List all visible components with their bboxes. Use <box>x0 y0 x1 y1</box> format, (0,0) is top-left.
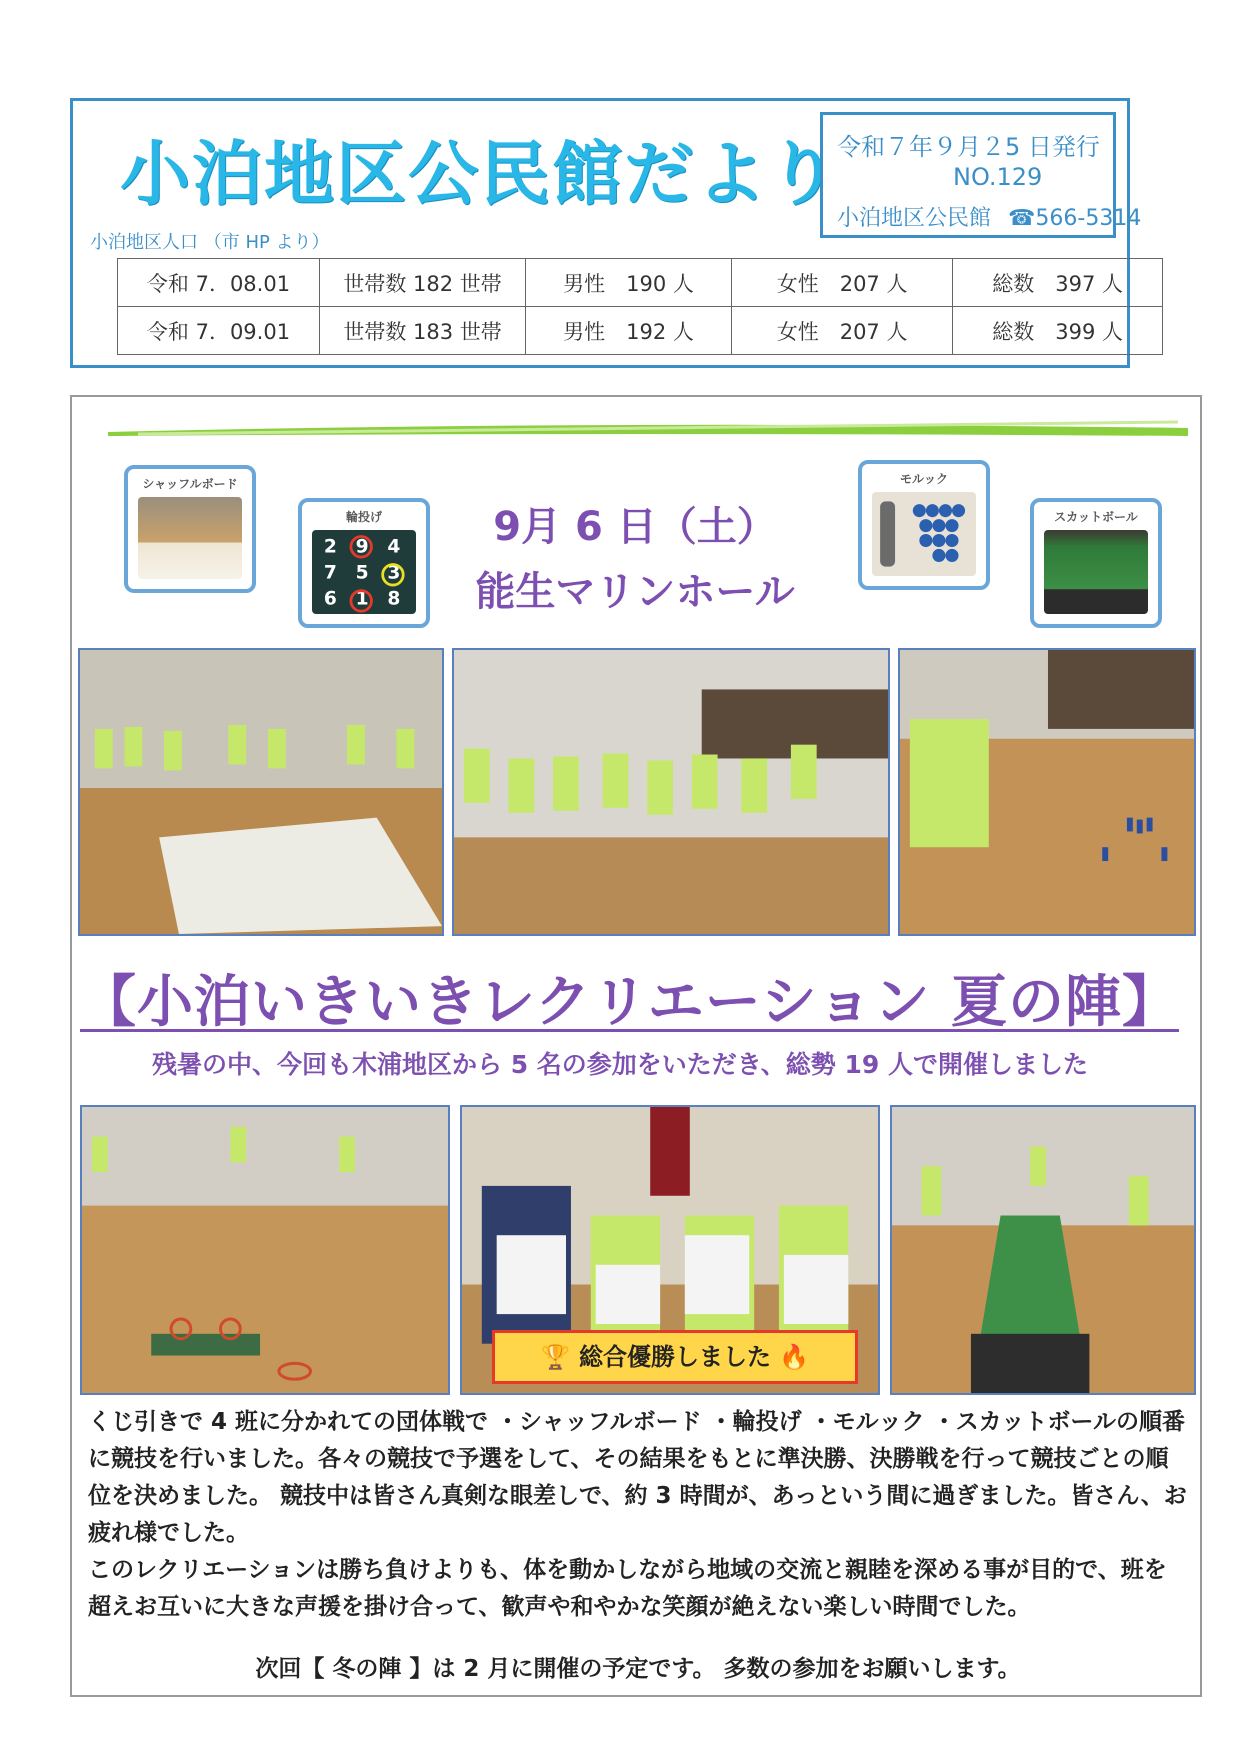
photo-molkky-play <box>898 648 1196 936</box>
population-date: 令和 7．09.01 <box>118 307 320 355</box>
event-title <box>80 958 1180 1038</box>
table-row <box>118 307 1163 355</box>
svg-text:1: 1 <box>355 588 369 610</box>
game-label: 輪投げ <box>345 510 382 524</box>
issue-date: 令和７年９月２5 日発行 <box>837 133 1100 161</box>
org-name: 小泊地区公民館 <box>837 206 992 231</box>
winner-banner <box>492 1330 858 1384</box>
svg-text:5: 5 <box>355 562 369 584</box>
green-swoosh-decoration <box>78 410 1198 450</box>
population-total: 総数 399 人 <box>953 307 1163 355</box>
game-card-shuffleboard <box>124 465 256 593</box>
population-label: 小泊地区人口 （市 HP より） <box>90 232 330 253</box>
population-female: 女性 207 人 <box>731 307 952 355</box>
game-label: スカットボール <box>1054 510 1138 524</box>
photo-scatball-play <box>890 1105 1196 1395</box>
photo-group-seated <box>452 648 890 936</box>
scatball-picture <box>1044 530 1148 614</box>
issue-org-line <box>837 201 1141 232</box>
game-label: シャッフルボード <box>142 477 238 491</box>
game-card-ringtoss <box>298 498 430 628</box>
svg-text:6: 6 <box>323 588 337 610</box>
svg-text:7: 7 <box>323 562 337 584</box>
population-households: 世帯数 182 世帯 <box>319 259 525 307</box>
newsletter-title: 小泊地区公民館だより <box>120 133 840 215</box>
population-female: 女性 207 人 <box>731 259 952 307</box>
svg-text:8: 8 <box>387 588 401 610</box>
population-total: 総数 397 人 <box>953 259 1163 307</box>
shuffleboard-picture <box>138 497 242 579</box>
event-title-text: 【小泊いきいきレクリエーション 夏の陣】 <box>80 970 1180 1035</box>
issue-info-box <box>820 112 1142 238</box>
game-label: モルック <box>899 472 948 486</box>
table-row <box>118 259 1163 307</box>
game-card-scatball <box>1030 498 1162 628</box>
fire-icon: 🔥 <box>779 1343 810 1371</box>
population-households: 世帯数 183 世帯 <box>319 307 525 355</box>
population-male: 男性 190 人 <box>526 259 732 307</box>
body-paragraph-1: くじ引きで 4 班に分かれての団体戦で ・シャッフルボード ・輪投げ ・モルック ・スカットボールの順番に競技を行いました。各々の競技で予選をして、その結果をもとに準決勝、決勝戦を行って競技ごとの順位を決めました。 競技中は皆さん真剣な眼差しで、約 3 時間が、あっという間に過ぎました。皆さん、お疲れ様でした。 <box>88 1409 1187 1546</box>
photo-ringtoss-play <box>80 1105 450 1395</box>
photo-shuffleboard-play <box>78 648 444 936</box>
body-paragraph-2: このレクリエーションは勝ち負けよりも、体を動かしながら地域の交流と親睦を深める事が目的で、班を超えお互いに大きな声援を掛け合って、歓声や和やかな笑顔が絶えない楽しい時間でした。 <box>88 1557 1167 1620</box>
population-male: 男性 192 人 <box>526 307 732 355</box>
trophy-icon: 🏆 <box>540 1343 571 1371</box>
event-subtitle: 残暑の中、今回も木浦地区から 5 名の参加をいただき、総勢 19 人で開催しました <box>151 1050 1088 1079</box>
issue-number: NO.129 <box>953 163 1043 191</box>
population-table <box>117 258 1163 355</box>
phone-number: 566-5314 <box>1035 206 1142 231</box>
svg-text:3: 3 <box>387 562 401 584</box>
phone-icon: ☎ <box>1008 206 1036 231</box>
next-event-notice: 次回【 冬の陣 】は 2 月に開催の予定です。 多数の参加をお願いします。 <box>255 1656 1021 1682</box>
ringtoss-picture <box>312 530 416 614</box>
event-venue: 能生マリンホール <box>475 569 795 615</box>
winner-text: 総合優勝しました <box>579 1343 771 1371</box>
svg-text:4: 4 <box>387 536 401 558</box>
event-date: 9月 6 日（土） <box>493 504 777 550</box>
game-card-molkky <box>858 460 990 590</box>
svg-text:2: 2 <box>323 536 337 558</box>
svg-text:9: 9 <box>355 536 369 558</box>
population-date: 令和 7．08.01 <box>118 259 320 307</box>
molkky-picture <box>872 492 976 576</box>
